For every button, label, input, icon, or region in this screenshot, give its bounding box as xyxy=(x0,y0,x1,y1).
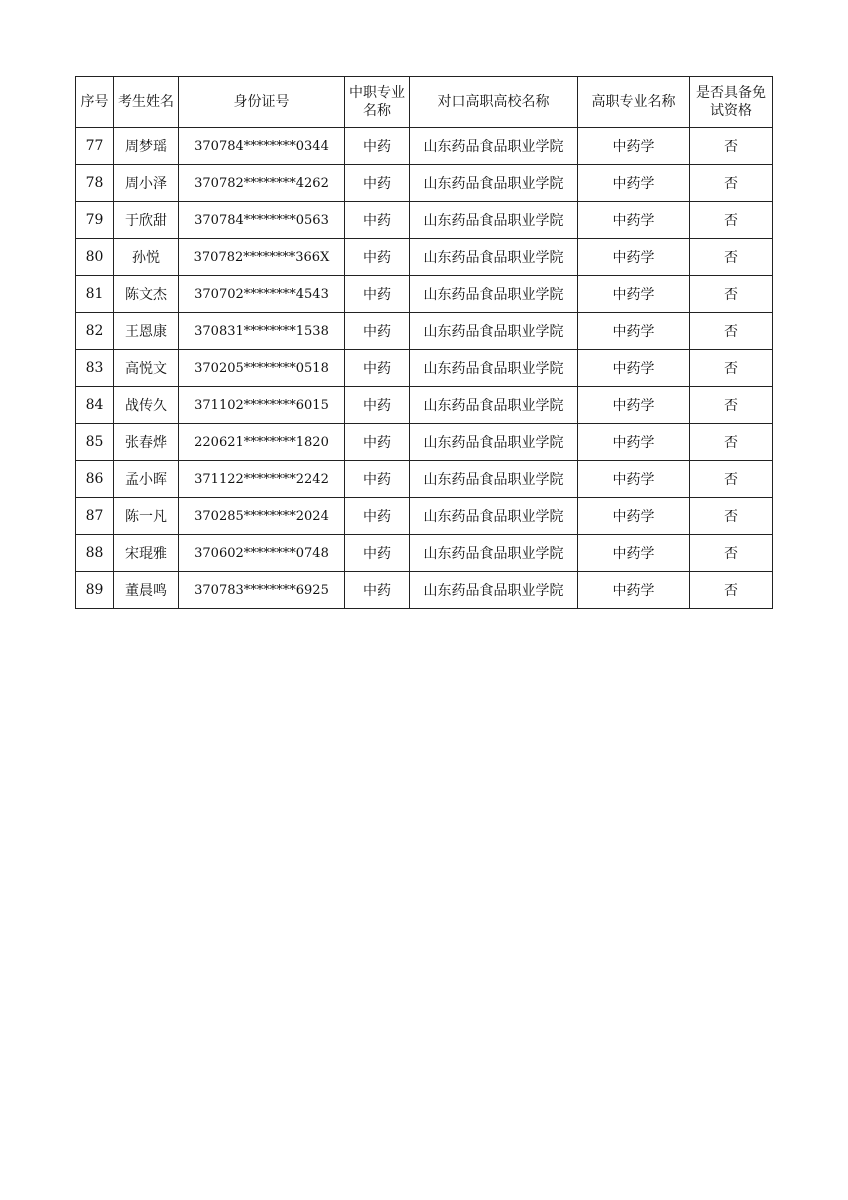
college-major-cell: 中药学 xyxy=(578,350,690,387)
exempt-cell: 否 xyxy=(690,276,773,313)
seq-cell: 80 xyxy=(76,239,114,276)
seq-cell: 79 xyxy=(76,202,114,239)
college-cell: 山东药品食品职业学院 xyxy=(410,350,578,387)
name-cell: 高悦文 xyxy=(114,350,179,387)
college-major-cell: 中药学 xyxy=(578,424,690,461)
id-number-cell: 220621********1820 xyxy=(179,424,345,461)
name-cell: 陈一凡 xyxy=(114,498,179,535)
table-row xyxy=(76,572,773,609)
seq-cell: 77 xyxy=(76,128,114,165)
id-number-cell: 370784********0563 xyxy=(179,202,345,239)
college-cell: 山东药品食品职业学院 xyxy=(410,202,578,239)
name-cell: 周梦瑶 xyxy=(114,128,179,165)
vocational-major-cell: 中药 xyxy=(345,202,410,239)
exempt-cell: 否 xyxy=(690,572,773,609)
id-number-cell: 370782********4262 xyxy=(179,165,345,202)
id-number-cell: 370702********4543 xyxy=(179,276,345,313)
header-exempt-eligibility xyxy=(690,77,773,128)
table-row xyxy=(76,165,773,202)
name-cell: 战传久 xyxy=(114,387,179,424)
seq-cell: 82 xyxy=(76,313,114,350)
table-row xyxy=(76,350,773,387)
header-name xyxy=(114,77,179,128)
header-college-major xyxy=(578,77,690,128)
table-row xyxy=(76,276,773,313)
seq-cell: 88 xyxy=(76,535,114,572)
exempt-cell: 否 xyxy=(690,128,773,165)
name-cell: 孟小晖 xyxy=(114,461,179,498)
vocational-major-cell: 中药 xyxy=(345,498,410,535)
vocational-major-cell: 中药 xyxy=(345,535,410,572)
id-number-cell: 370831********1538 xyxy=(179,313,345,350)
name-cell: 宋琨雅 xyxy=(114,535,179,572)
table-row xyxy=(76,313,773,350)
vocational-major-cell: 中药 xyxy=(345,276,410,313)
seq-cell: 78 xyxy=(76,165,114,202)
header-exempt-eligibility-label: 是否具备免试资格 xyxy=(696,85,766,119)
candidate-table xyxy=(75,76,773,609)
header-seq-label: 序号 xyxy=(80,94,109,110)
exempt-cell: 否 xyxy=(690,350,773,387)
id-number-cell: 371122********2242 xyxy=(179,461,345,498)
college-major-cell: 中药学 xyxy=(578,165,690,202)
id-number-cell: 370602********0748 xyxy=(179,535,345,572)
name-cell: 孙悦 xyxy=(114,239,179,276)
header-college xyxy=(410,77,578,128)
college-major-cell: 中药学 xyxy=(578,387,690,424)
college-cell: 山东药品食品职业学院 xyxy=(410,461,578,498)
name-cell: 陈文杰 xyxy=(114,276,179,313)
table-body xyxy=(76,128,773,609)
exempt-cell: 否 xyxy=(690,313,773,350)
vocational-major-cell: 中药 xyxy=(345,313,410,350)
table-row xyxy=(76,387,773,424)
college-cell: 山东药品食品职业学院 xyxy=(410,276,578,313)
college-cell: 山东药品食品职业学院 xyxy=(410,239,578,276)
college-cell: 山东药品食品职业学院 xyxy=(410,424,578,461)
seq-cell: 84 xyxy=(76,387,114,424)
college-major-cell: 中药学 xyxy=(578,461,690,498)
college-major-cell: 中药学 xyxy=(578,313,690,350)
name-cell: 于欣甜 xyxy=(114,202,179,239)
header-college-major-label: 高职专业名称 xyxy=(591,94,676,110)
college-cell: 山东药品食品职业学院 xyxy=(410,535,578,572)
college-major-cell: 中药学 xyxy=(578,498,690,535)
college-major-cell: 中药学 xyxy=(578,276,690,313)
college-cell: 山东药品食品职业学院 xyxy=(410,128,578,165)
table-row xyxy=(76,128,773,165)
vocational-major-cell: 中药 xyxy=(345,128,410,165)
exempt-cell: 否 xyxy=(690,461,773,498)
exempt-cell: 否 xyxy=(690,424,773,461)
name-cell: 周小泽 xyxy=(114,165,179,202)
college-major-cell: 中药学 xyxy=(578,572,690,609)
vocational-major-cell: 中药 xyxy=(345,461,410,498)
college-cell: 山东药品食品职业学院 xyxy=(410,387,578,424)
table-header xyxy=(76,77,773,128)
name-cell: 张春烨 xyxy=(114,424,179,461)
seq-cell: 81 xyxy=(76,276,114,313)
college-cell: 山东药品食品职业学院 xyxy=(410,313,578,350)
exempt-cell: 否 xyxy=(690,387,773,424)
vocational-major-cell: 中药 xyxy=(345,424,410,461)
table-row xyxy=(76,498,773,535)
table-row xyxy=(76,424,773,461)
seq-cell: 85 xyxy=(76,424,114,461)
id-number-cell: 370782********366X xyxy=(179,239,345,276)
name-cell: 王恩康 xyxy=(114,313,179,350)
seq-cell: 83 xyxy=(76,350,114,387)
college-cell: 山东药品食品职业学院 xyxy=(410,498,578,535)
header-name-label: 考生姓名 xyxy=(118,94,174,110)
header-id-number xyxy=(179,77,345,128)
college-major-cell: 中药学 xyxy=(578,535,690,572)
id-number-cell: 370285********2024 xyxy=(179,498,345,535)
vocational-major-cell: 中药 xyxy=(345,165,410,202)
exempt-cell: 否 xyxy=(690,535,773,572)
college-major-cell: 中药学 xyxy=(578,202,690,239)
header-college-label: 对口高职高校名称 xyxy=(437,94,550,110)
table-row xyxy=(76,239,773,276)
exempt-cell: 否 xyxy=(690,202,773,239)
header-row xyxy=(76,77,773,128)
vocational-major-cell: 中药 xyxy=(345,572,410,609)
exempt-cell: 否 xyxy=(690,239,773,276)
id-number-cell: 370784********0344 xyxy=(179,128,345,165)
table-row xyxy=(76,535,773,572)
college-major-cell: 中药学 xyxy=(578,128,690,165)
id-number-cell: 371102********6015 xyxy=(179,387,345,424)
table-row xyxy=(76,461,773,498)
college-cell: 山东药品食品职业学院 xyxy=(410,572,578,609)
exempt-cell: 否 xyxy=(690,165,773,202)
seq-cell: 86 xyxy=(76,461,114,498)
seq-cell: 87 xyxy=(76,498,114,535)
college-cell: 山东药品食品职业学院 xyxy=(410,165,578,202)
header-vocational-major xyxy=(345,77,410,128)
table-row xyxy=(76,202,773,239)
vocational-major-cell: 中药 xyxy=(345,350,410,387)
vocational-major-cell: 中药 xyxy=(345,387,410,424)
id-number-cell: 370783********6925 xyxy=(179,572,345,609)
header-vocational-major-label: 中职专业名称 xyxy=(349,85,405,119)
exempt-cell: 否 xyxy=(690,498,773,535)
header-id-number-label: 身份证号 xyxy=(233,94,290,110)
college-major-cell: 中药学 xyxy=(578,239,690,276)
id-number-cell: 370205********0518 xyxy=(179,350,345,387)
seq-cell: 89 xyxy=(76,572,114,609)
name-cell: 董晨鸣 xyxy=(114,572,179,609)
vocational-major-cell: 中药 xyxy=(345,239,410,276)
header-seq xyxy=(76,77,114,128)
